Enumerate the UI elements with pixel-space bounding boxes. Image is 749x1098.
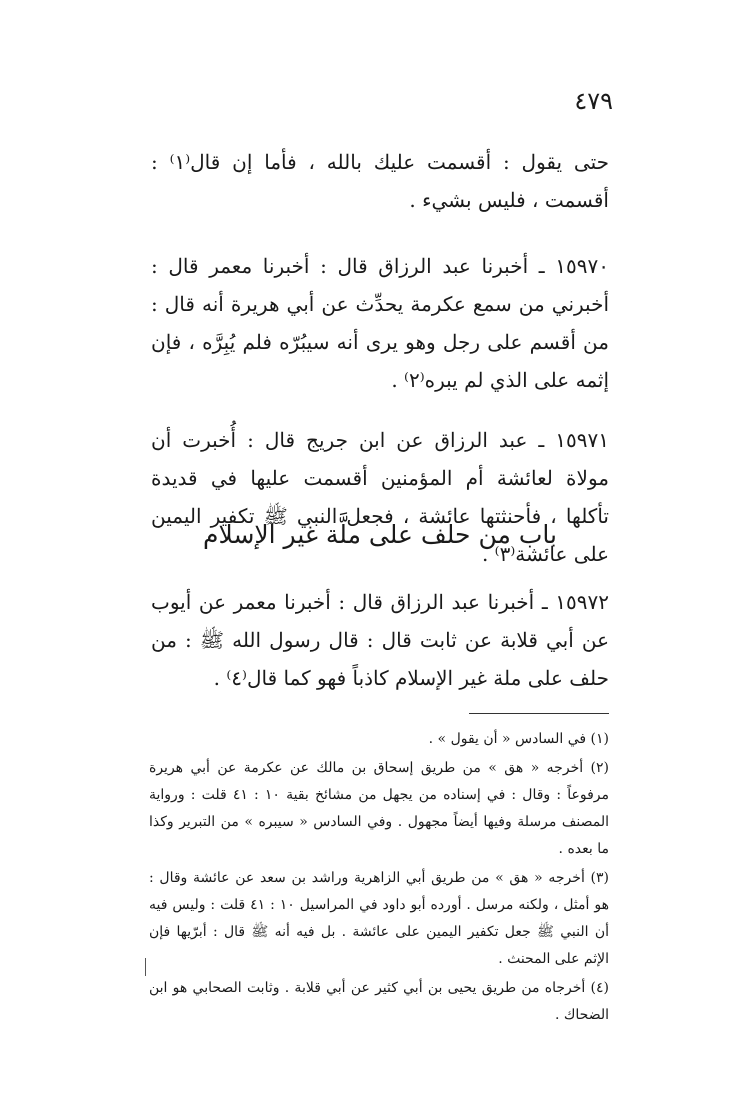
footnotes bbox=[149, 726, 609, 1031]
paragraph-continuation: حتى يقول : أقسمت عليك بالله ، فأما إن قال⁽١⁾ : أقسمت ، فليس بشيء . bbox=[151, 150, 609, 212]
page-number: ٤٧٩ bbox=[574, 87, 613, 115]
footnote-3: (٣) أخرجه « هق » من طريق أبي الزاهرية وراشد بن سعد عن عائشة وقال : هو أمثل ، ولكنه مرسل . أورده أبو داود في المراسيل ١٠ : ٤١ قلت : وليس فيه أن النبي ﷺ جعل تكفير اليمين على عائشة . بل فيه أنه ﷺ قال : أبرّيها فإن الإثم على المحنث . bbox=[149, 870, 609, 967]
margin-mark bbox=[145, 958, 146, 976]
main-text-2 bbox=[151, 583, 609, 719]
hadith-15971: ١٥٩٧١ ـ عبد الرزاق عن ابن جريج قال : أُخبرت أن مولاة لعائشة أم المؤمنين أقسمت عليها في قديدة تأكلها ، فأحنثتها عائشة ، فجعل النبي ﷺ تكفير اليمين على عائشة⁽٣⁾ . bbox=[151, 428, 609, 566]
hadith-15972: ١٥٩٧٢ ـ أخبرنا عبد الرزاق قال : أخبرنا معمر عن أيوب عن أبي قلابة عن ثابت قال : قال رسول الله ﷺ : من حلف على ملة غير الإسلام كاذباً فهو كما قال⁽٤⁾ . bbox=[151, 590, 609, 690]
footnote-2: (٢) أخرجه « هق » من طريق إسحاق بن مالك عن عكرمة عن أبي هريرة مرفوعاً : وقال : في إسناده من يجهل من مشائخ بقية ١٠ : ٤١ قلت : ورواية المصنف مرسلة وفيها أيضاً مجهول . وفي السادس « سيبره » من التبرير وكذا ما بعده . bbox=[149, 760, 609, 857]
footnote-divider bbox=[469, 713, 609, 714]
hadith-15970: ١٥٩٧٠ ـ أخبرنا عبد الرزاق قال : أخبرنا معمر قال : أخبرني من سمع عكرمة يحدِّث عن أبي هريرة أنه قال : من أقسم على رجل وهو يرى أنه سيبُرّه فلم يُبِرَّه ، فإن إثمه على الذي لم يبره⁽٢⁾ . bbox=[151, 254, 609, 392]
footnote-4: (٤) أخرجاه من طريق يحيى بن أبي كثير عن أبي قلابة . وثابت الصحابي هو ابن الضحاك . bbox=[149, 980, 609, 1023]
section-heading: باب من حلف على ملَّة غير الإسلام bbox=[203, 520, 557, 549]
footnote-1: (١) في السادس « أن يقول » . bbox=[428, 731, 609, 747]
